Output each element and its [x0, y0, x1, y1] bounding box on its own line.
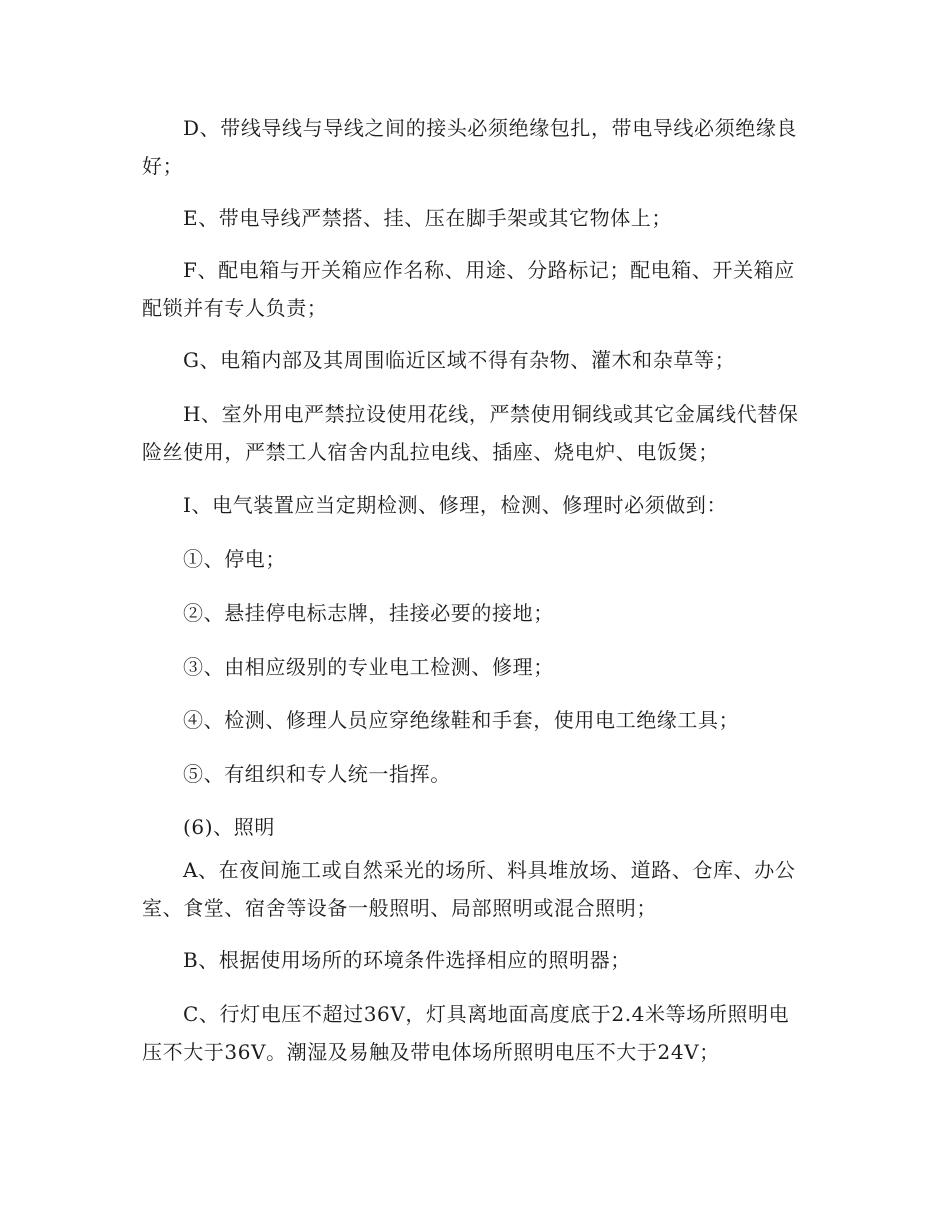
paragraph-i-inspection: I、电气装置应当定期检测、修理，检测、修理时必须做到：: [183, 493, 728, 517]
paragraph-h-outdoor-use: H、室外用电严禁拉设使用花线，严禁使用铜线或其它金属线代替保险丝使用，严禁工人宿舍内乱拉电线、插座、烧电炉、电饭煲；: [142, 402, 799, 464]
list-item-qualified-electrician: ③、由相应级别的专业电工检测、修理；: [183, 655, 554, 679]
paragraph-a-lighting-areas: A、在夜间施工或自然采光的场所、料具堆放场、道路、仓库、办公室、食堂、宿舍等设备一般照明、局部照明或混合照明；: [142, 858, 796, 920]
paragraph-b-lighting-selection: B、根据使用场所的环境条件选择相应的照明器；: [183, 948, 631, 972]
list-item-unified-command: ⑤、有组织和专人统一指挥。: [183, 762, 451, 786]
list-item-warning-sign: ②、悬挂停电标志牌，挂接必要的接地；: [183, 601, 554, 625]
paragraph-d-wire-joints: D、带线导线与导线之间的接头必须绝缘包扎，带电导线必须绝缘良好；: [142, 116, 798, 178]
paragraph-f-box-labels: F、配电箱与开关箱应作名称、用途、分路标记；配电箱、开关箱应配锁并有专人负责；: [142, 258, 795, 320]
list-item-insulation-gear: ④、检测、修理人员应穿绝缘鞋和手套，使用电工绝缘工具；: [183, 708, 740, 732]
list-item-power-off: ①、停电；: [183, 547, 286, 571]
paragraph-c-voltage-limits: C、行灯电压不超过36V，灯具离地面高度底于2.4米等场所照明电压不大于36V。潮湿及易触及带电体场所照明电压不大于24V；: [142, 1002, 790, 1064]
paragraph-e-no-hanging: E、带电导线严禁搭、挂、压在脚手架或其它物体上；: [183, 206, 672, 230]
section-heading-lighting: (6)、照明: [183, 815, 275, 839]
paragraph-g-clear-area: G、电箱内部及其周围临近区域不得有杂物、灌木和杂草等；: [183, 348, 736, 372]
